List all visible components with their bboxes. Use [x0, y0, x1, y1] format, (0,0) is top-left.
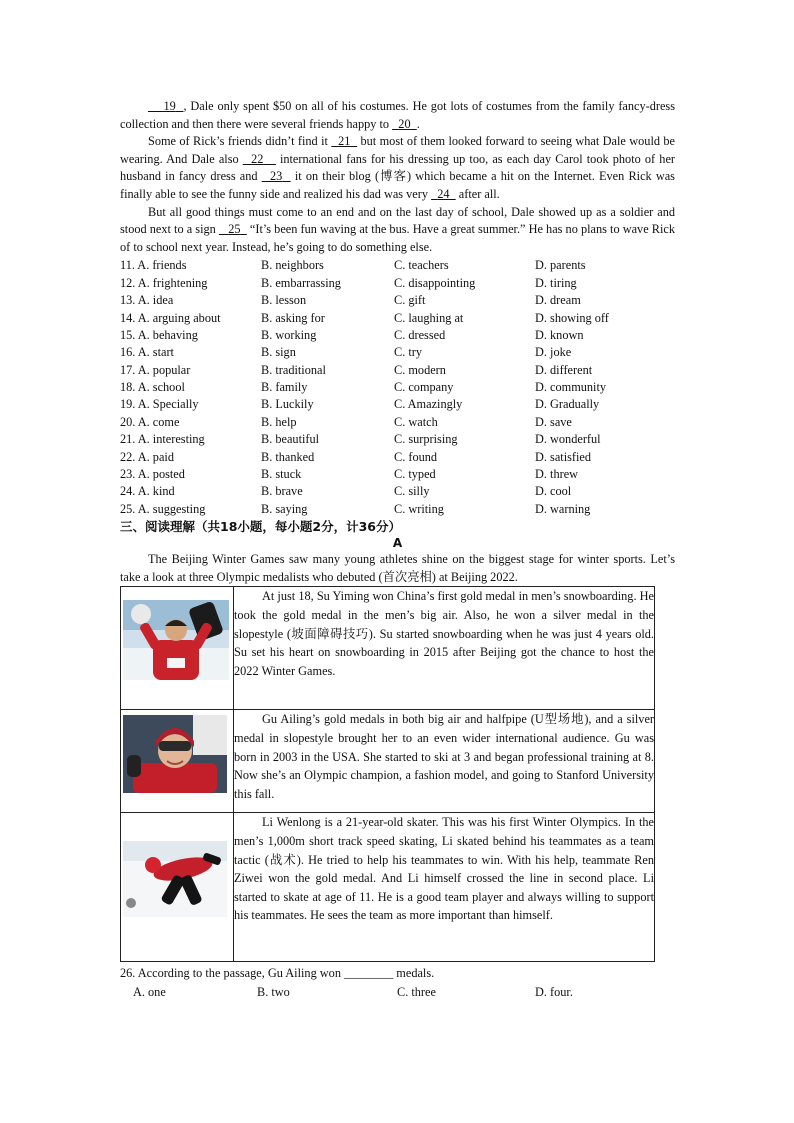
option-row-25 [120, 501, 675, 518]
option-b[interactable]: B. traditional [261, 362, 326, 377]
option-b[interactable]: B. stuck [261, 467, 302, 482]
option-c[interactable]: C. disappointing [394, 275, 476, 290]
option-c[interactable]: C. gift [394, 293, 426, 308]
option-row-18 [120, 379, 675, 396]
option-d[interactable]: D. four. [535, 985, 573, 1000]
section-heading: 三、阅读理解（共18小题，每小题2分，计36分） [120, 519, 401, 535]
option-a[interactable]: 16. A. start [120, 345, 174, 360]
blank-25: 25 [228, 222, 241, 237]
option-c[interactable]: C. Amazingly [394, 397, 463, 412]
exam-page [120, 98, 675, 1002]
option-c[interactable]: C. laughing at [394, 310, 464, 325]
option-b[interactable]: B. sign [261, 345, 296, 360]
option-c[interactable]: C. try [394, 345, 423, 360]
image-cell [121, 587, 234, 710]
gu-ailing-photo [123, 715, 227, 793]
passage-paragraph-3: But all good things must come to an end and on the last day of school, Dale showed up as a soldier and stood next to a sign 25 “It’s been fun waving at the bus. Have a great summer.” He has no plans to wave Rick of to school next year. Instead, he’s going to do something else. [120, 204, 675, 254]
option-d[interactable]: D. different [535, 362, 593, 377]
option-b[interactable]: B. Luckily [261, 397, 314, 412]
option-row-19 [120, 396, 675, 413]
option-row-20 [120, 414, 675, 431]
option-a[interactable]: 12. A. frightening [120, 275, 208, 290]
text-cell [234, 587, 655, 710]
option-a[interactable]: 13. A. idea [120, 293, 174, 308]
option-d[interactable]: D. warning [535, 501, 591, 516]
option-d[interactable]: D. tiring [535, 275, 577, 290]
option-row-14 [120, 310, 675, 327]
option-a[interactable]: 21. A. interesting [120, 432, 205, 447]
option-d[interactable]: D. showing off [535, 310, 609, 325]
option-row-23 [120, 466, 675, 483]
option-a[interactable]: 22. A. paid [120, 449, 174, 464]
option-d[interactable]: D. dream [535, 293, 581, 308]
option-b[interactable]: B. beautiful [261, 432, 320, 447]
option-a[interactable]: 25. A. suggesting [120, 501, 206, 516]
option-a[interactable]: 14. A. arguing about [120, 310, 221, 325]
option-row-15 [120, 327, 675, 344]
option-row-24 [120, 483, 675, 500]
image-cell [121, 710, 234, 813]
option-d[interactable]: D. Gradually [535, 397, 600, 412]
option-a[interactable]: 17. A. popular [120, 362, 191, 377]
option-b[interactable]: B. lesson [261, 293, 307, 308]
option-a[interactable]: 23. A. posted [120, 467, 185, 482]
li-wenlong-photo [123, 841, 227, 917]
athlete-text-li-wenlong: Li Wenlong is a 21-year-old skater. This was his first Winter Olympics. In the men’s 1,000m short track speed skating, Li skated behind his teammates as a team tactic (战术). He tried to help his teammates to win. With his help, teammate Ren Ziwei won the gold medal. And Li himself crossed the line in second place. Li started to skate at age of 11. He is a good team player and always willing to support his teammates. He sees the team as more important than himself. [234, 815, 654, 923]
option-row-21 [120, 431, 675, 448]
option-row-16 [120, 344, 675, 361]
blank-21: 21 [338, 134, 351, 149]
option-c[interactable]: C. watch [394, 414, 438, 429]
blank-20: 20 [398, 116, 411, 131]
athletes-table [120, 586, 655, 962]
option-d[interactable]: D. community [535, 380, 607, 395]
text-cell [234, 813, 655, 962]
option-c[interactable]: C. company [394, 380, 454, 395]
option-b[interactable]: B. working [261, 327, 317, 342]
option-c[interactable]: C. typed [394, 467, 436, 482]
option-a[interactable]: 20. A. come [120, 414, 180, 429]
question-26-options [120, 982, 675, 1002]
option-row-17 [120, 362, 675, 379]
option-d[interactable]: D. wonderful [535, 432, 601, 447]
option-d[interactable]: D. known [535, 327, 584, 342]
option-c[interactable]: C. silly [394, 484, 430, 499]
option-b[interactable]: B. embarrassing [261, 275, 341, 290]
option-a[interactable]: 24. A. kind [120, 484, 175, 499]
option-d[interactable]: D. save [535, 414, 572, 429]
image-cell [121, 813, 234, 962]
option-d[interactable]: D. parents [535, 258, 586, 273]
option-row-22 [120, 449, 675, 466]
option-b[interactable]: B. two [257, 985, 290, 1000]
option-row-11 [120, 257, 675, 274]
blank-23: 23 [270, 169, 283, 184]
passage-paragraph-1: 19 , Dale only spent $50 on all of his costumes. He got lots of costumes from the family fancy-dress collection and then there were several friends happy to 20 . [120, 99, 675, 131]
option-b[interactable]: B. asking for [261, 310, 325, 325]
option-a[interactable]: 19. A. Specially [120, 397, 199, 412]
option-c[interactable]: C. dressed [394, 327, 446, 342]
option-c[interactable]: C. modern [394, 362, 446, 377]
option-b[interactable]: B. neighbors [261, 258, 324, 273]
option-b[interactable]: B. thanked [261, 449, 315, 464]
cloze-options [120, 257, 675, 518]
reading-intro: The Beijing Winter Games saw many young athletes shine on the biggest stage for winter sports. Let’s take a look at three Olympic medalists who debuted (首次亮相) at Beijing 2022. [120, 552, 675, 584]
athlete-text-su-yiming: At just 18, Su Yiming won China’s first gold medal in men’s snowboarding. He took the gold medal in the men’s big air. Also, he won a silver medal in the slopestyle (坡面障碍技巧). Su started snowboarding when he was just 4 years old. Su set his heart on snowboarding in 2015 after Beijing got the chance to host the 2022 Winter Games. [234, 589, 654, 678]
blank-19: 19 [163, 99, 176, 113]
option-b[interactable]: B. saying [261, 501, 308, 516]
option-c[interactable]: C. found [394, 449, 438, 464]
su-yiming-photo [123, 600, 229, 680]
option-c[interactable]: C. three [397, 985, 436, 1000]
option-c[interactable]: C. writing [394, 501, 444, 516]
part-label: A [392, 536, 403, 551]
option-c[interactable]: C. surprising [394, 432, 458, 447]
blank-24: 24 [437, 186, 450, 201]
athlete-text-gu-ailing: Gu Ailing’s gold medals in both big air and halfpipe (U型场地), and a silver medal in slopestyle brought her to an even wider international audience. Gu was born in 2003 in the USA. She started to ski at 3 and began professional training at 8. Now she’s an Olympic champion, a fashion model, and going to Stanford University this fall. [234, 712, 654, 801]
question-26-stem: 26. According to the passage, Gu Ailing won ________ medals. [120, 966, 435, 981]
option-c[interactable]: C. teachers [394, 258, 449, 273]
option-d[interactable]: D. threw [535, 467, 579, 482]
table-row [121, 710, 655, 813]
table-row [121, 587, 655, 710]
text-cell [234, 710, 655, 813]
option-a[interactable]: 15. A. behaving [120, 327, 198, 342]
option-b[interactable]: B. family [261, 380, 308, 395]
option-a[interactable]: 18. A. school [120, 380, 185, 395]
option-row-12 [120, 275, 675, 292]
option-b[interactable]: B. help [261, 414, 297, 429]
option-d[interactable]: D. cool [535, 484, 572, 499]
table-row [121, 813, 655, 962]
option-d[interactable]: D. joke [535, 345, 572, 360]
passage-paragraph-2: Some of Rick’s friends didn’t find it 21 but most of them looked forward to seeing what Dale would be wearing. And Dale also 22 international fans for his dressing up too, as each day Carol took photo of her husband in fancy dress and 23 it on their blog (博客) which became a hit on the Internet. Even Rick was finally able to see the funny side and realized his dad was very 24 after all. [120, 134, 675, 201]
option-b[interactable]: B. brave [261, 484, 303, 499]
option-row-13 [120, 292, 675, 309]
option-a[interactable]: 11. A. friends [120, 258, 187, 273]
option-a[interactable]: A. one [133, 985, 166, 1000]
option-d[interactable]: D. satisfied [535, 449, 592, 464]
blank-22: 22 [251, 151, 264, 166]
